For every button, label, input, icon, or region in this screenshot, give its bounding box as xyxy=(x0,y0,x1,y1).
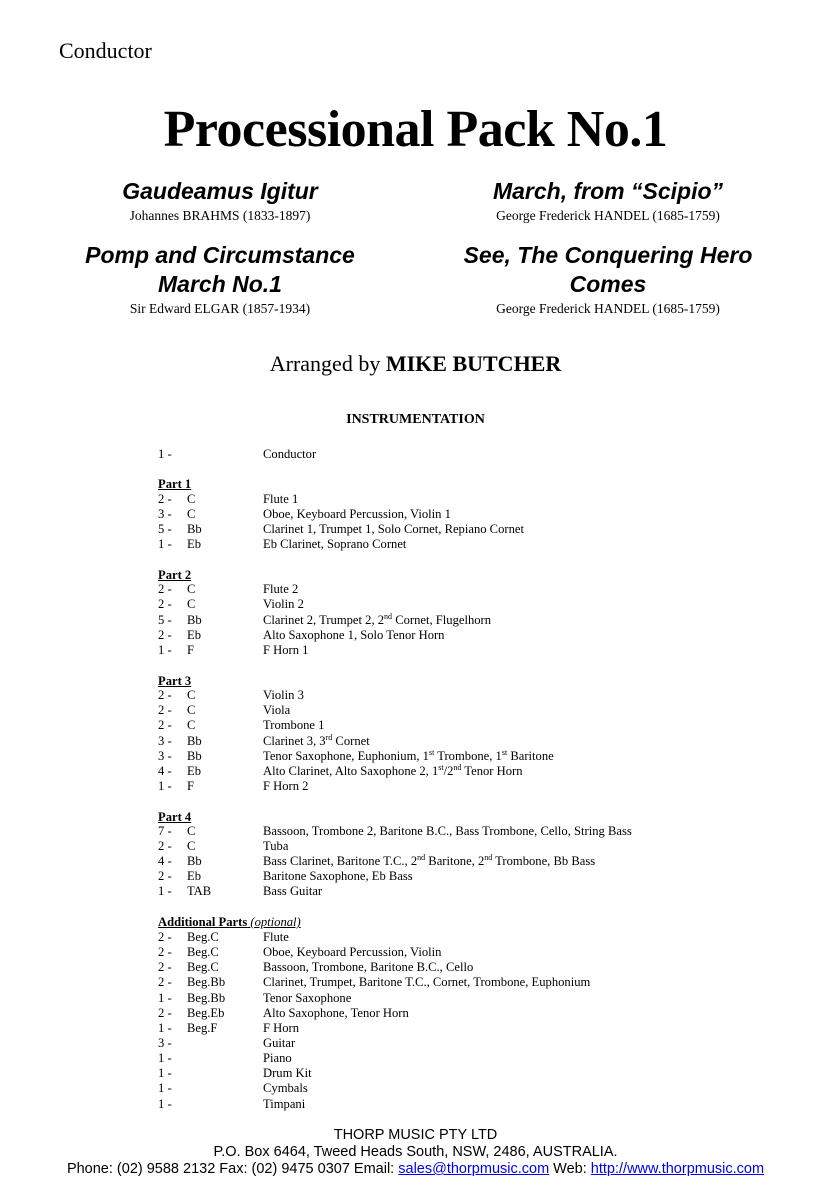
quantity: 1 - xyxy=(158,1021,172,1035)
key: TAB xyxy=(187,884,212,898)
quantity: 1 - xyxy=(158,1081,172,1095)
instrument: Tenor Saxophone xyxy=(263,991,352,1005)
instrument-text: Baritone xyxy=(507,749,554,763)
list-item xyxy=(0,1065,831,1081)
instrument xyxy=(263,612,491,628)
arranger-prefix: Arranged by xyxy=(269,351,381,376)
instrument-text: Cornet, Flugelhorn xyxy=(392,613,492,627)
quantity: 1 - xyxy=(158,884,172,898)
instrument-text: Cornet xyxy=(332,734,370,748)
list-item xyxy=(0,506,831,522)
piece-title-line-1: Pomp and Circumstance xyxy=(85,242,355,268)
quantity: 2 - xyxy=(158,492,172,506)
list-item xyxy=(0,521,831,537)
instrument-text: /2 xyxy=(443,764,454,778)
list-item xyxy=(0,581,831,597)
key: F xyxy=(187,643,195,657)
instrument: Clarinet 1, Trumpet 1, Solo Cornet, Repiano Cornet xyxy=(263,522,524,536)
quantity: 2 - xyxy=(158,869,172,883)
instrument-text: Alto Clarinet, Alto Saxophone 2, 1 xyxy=(263,764,439,778)
list-item xyxy=(0,929,831,945)
list-item xyxy=(0,1020,831,1036)
piece-3 xyxy=(30,241,410,317)
quantity: 5 - xyxy=(158,522,172,536)
key: C xyxy=(187,507,196,521)
list-item xyxy=(0,748,831,764)
quantity: 4 - xyxy=(158,854,172,868)
instrument: Flute xyxy=(263,930,289,944)
list-item xyxy=(0,883,831,899)
key: C xyxy=(187,582,196,596)
list-item xyxy=(0,612,831,628)
list-item xyxy=(0,642,831,658)
key: Beg.C xyxy=(187,930,219,944)
section-heading-additional xyxy=(158,914,301,930)
list-item xyxy=(0,823,831,839)
list-item xyxy=(0,491,831,507)
ordinal-suffix: st xyxy=(428,747,435,757)
list-item xyxy=(0,627,831,643)
quantity: 1 - xyxy=(158,1066,172,1080)
key: C xyxy=(187,703,196,717)
quantity: 2 - xyxy=(158,582,172,596)
footer-web-label: Web: xyxy=(549,1161,591,1177)
quantity: 2 - xyxy=(158,930,172,944)
quantity: 2 - xyxy=(158,688,172,702)
piece-title-line-2: March No.1 xyxy=(158,271,282,297)
instrument: Flute 1 xyxy=(263,492,299,506)
list-item xyxy=(0,702,831,718)
list-item xyxy=(0,596,831,612)
key: Eb xyxy=(187,628,201,642)
piece-4 xyxy=(418,241,798,317)
piece-1 xyxy=(30,177,410,224)
instrument-text: Bass Clarinet, Baritone T.C., 2 xyxy=(263,854,418,868)
instrument-text: Baritone, 2 xyxy=(425,854,485,868)
list-item xyxy=(0,1035,831,1051)
footer-address: P.O. Box 6464, Tweed Heads South, NSW, 2486, AUSTRALIA. xyxy=(213,1144,618,1160)
email-link[interactable]: sales@thorpmusic.com xyxy=(398,1161,550,1177)
instrument: Bassoon, Trombone 2, Baritone B.C., Bass Trombone, Cello, String Bass xyxy=(263,824,632,838)
instrument-text: Tenor Saxophone, Euphonium, 1 xyxy=(263,749,429,763)
key: Beg.F xyxy=(187,1021,218,1035)
instrument: Bassoon, Trombone, Baritone B.C., Cello xyxy=(263,960,474,974)
instrument: Drum Kit xyxy=(263,1066,312,1080)
key: Eb xyxy=(187,537,201,551)
section-heading-part-4: Part 4 xyxy=(158,810,192,824)
instrument xyxy=(263,748,554,764)
footer-company: THORP MUSIC PTY LTD xyxy=(333,1127,498,1143)
arranger-line xyxy=(0,351,831,377)
list-item xyxy=(0,1096,831,1112)
key: Beg.Bb xyxy=(187,975,226,989)
footer-contact-text: Phone: (02) 9588 2132 Fax: (02) 9475 0307 Email: xyxy=(66,1161,399,1177)
instrument: F Horn 2 xyxy=(263,779,309,793)
list-item xyxy=(0,1050,831,1066)
optional-note: (optional) xyxy=(250,915,301,929)
quantity: 1 - xyxy=(158,779,172,793)
key: F xyxy=(187,779,195,793)
quantity: 2 - xyxy=(158,960,172,974)
footer-contact xyxy=(0,1161,831,1178)
instrument: Violin 3 xyxy=(263,688,304,702)
quantity: 2 - xyxy=(158,1006,172,1020)
piece-composer: Johannes BRAHMS (1833-1897) xyxy=(129,208,311,223)
instrument: Oboe, Keyboard Percussion, Violin xyxy=(263,945,442,959)
instrument: Guitar xyxy=(263,1036,296,1050)
quantity: 1 - xyxy=(158,447,172,461)
key: C xyxy=(187,839,196,853)
list-item xyxy=(0,853,831,869)
key: Bb xyxy=(187,749,202,763)
key: Beg.Bb xyxy=(187,991,226,1005)
quantity: 2 - xyxy=(158,628,172,642)
key: C xyxy=(187,718,196,732)
list-item xyxy=(0,959,831,975)
list-item xyxy=(0,763,831,779)
instrument xyxy=(263,763,523,779)
section-heading-text: Additional Parts xyxy=(158,915,248,929)
arranger-name: MIKE BUTCHER xyxy=(385,351,562,376)
key: Eb xyxy=(187,764,201,778)
instrument: Baritone Saxophone, Eb Bass xyxy=(263,869,413,883)
quantity: 7 - xyxy=(158,824,172,838)
piece-composer: George Frederick HANDEL (1685-1759) xyxy=(496,208,720,223)
instrument: Conductor xyxy=(263,447,317,461)
list-item xyxy=(0,687,831,703)
key: C xyxy=(187,597,196,611)
instrument-text: Clarinet 3, 3 xyxy=(263,734,326,748)
key: Bb xyxy=(187,734,202,748)
quantity: 4 - xyxy=(158,764,172,778)
website-link[interactable]: http://www.thorpmusic.com xyxy=(590,1161,765,1177)
key: Eb xyxy=(187,869,201,883)
instrument: Eb Clarinet, Soprano Cornet xyxy=(263,537,407,551)
key: Beg.Eb xyxy=(187,1006,225,1020)
quantity: 1 - xyxy=(158,991,172,1005)
section-heading-part-3: Part 3 xyxy=(158,674,192,688)
instrument-text: Tenor Horn xyxy=(461,764,523,778)
list-item xyxy=(0,446,831,462)
ordinal-suffix: nd xyxy=(453,762,462,772)
quantity: 2 - xyxy=(158,945,172,959)
piece-composer: George Frederick HANDEL (1685-1759) xyxy=(496,301,720,316)
instrument-text: Trombone, 1 xyxy=(434,749,502,763)
instrument xyxy=(263,733,370,749)
key: Bb xyxy=(187,613,202,627)
ordinal-suffix: rd xyxy=(325,732,333,742)
list-item xyxy=(0,990,831,1006)
list-item xyxy=(0,838,831,854)
piece-title: Gaudeamus Igitur xyxy=(122,178,318,204)
page-title: Processional Pack No.1 xyxy=(163,101,668,158)
ordinal-suffix: nd xyxy=(417,852,426,862)
key: Beg.C xyxy=(187,960,219,974)
instrument: Clarinet, Trumpet, Baritone T.C., Cornet, Trombone, Euphonium xyxy=(263,975,591,989)
instrument: F Horn xyxy=(263,1021,300,1035)
piece-2 xyxy=(418,177,798,224)
instrument: Oboe, Keyboard Percussion, Violin 1 xyxy=(263,507,451,521)
quantity: 2 - xyxy=(158,597,172,611)
quantity: 3 - xyxy=(158,749,172,763)
list-item xyxy=(0,536,831,552)
part-label: Conductor xyxy=(59,38,152,63)
quantity: 3 - xyxy=(158,507,172,521)
instrument: Flute 2 xyxy=(263,582,299,596)
quantity: 1 - xyxy=(158,537,172,551)
list-item xyxy=(0,733,831,749)
list-item xyxy=(0,778,831,794)
key: C xyxy=(187,688,196,702)
instrument: Viola xyxy=(263,703,291,717)
ordinal-suffix: nd xyxy=(384,611,393,621)
list-item xyxy=(0,868,831,884)
instrument: Alto Saxophone, Tenor Horn xyxy=(263,1006,409,1020)
list-item xyxy=(0,1005,831,1021)
quantity: 2 - xyxy=(158,703,172,717)
instrument xyxy=(263,853,595,869)
piece-title-line-2: Comes xyxy=(569,271,647,297)
instrument: Timpani xyxy=(263,1097,306,1111)
section-heading-part-2: Part 2 xyxy=(158,568,192,582)
list-item xyxy=(0,974,831,990)
quantity: 2 - xyxy=(158,839,172,853)
instrument: Tuba xyxy=(263,839,289,853)
quantity: 1 - xyxy=(158,643,172,657)
quantity: 2 - xyxy=(158,718,172,732)
instrument-text: Clarinet 2, Trumpet 2, 2 xyxy=(263,613,385,627)
section-heading-part-1: Part 1 xyxy=(158,477,192,491)
key: C xyxy=(187,824,196,838)
piece-composer: Sir Edward ELGAR (1857-1934) xyxy=(129,301,311,316)
key: Bb xyxy=(187,854,202,868)
instrument: F Horn 1 xyxy=(263,643,309,657)
piece-title-line-1: See, The Conquering Hero xyxy=(463,242,753,268)
list-item xyxy=(0,717,831,733)
key: Beg.C xyxy=(187,945,219,959)
key: C xyxy=(187,492,196,506)
quantity: 3 - xyxy=(158,1036,172,1050)
key: Bb xyxy=(187,522,202,536)
instrument: Alto Saxophone 1, Solo Tenor Horn xyxy=(263,628,445,642)
ordinal-suffix: st xyxy=(438,762,444,772)
quantity: 5 - xyxy=(158,613,172,627)
quantity: 1 - xyxy=(158,1097,172,1111)
instrument: Piano xyxy=(263,1051,292,1065)
instrument-text: Trombone, Bb Bass xyxy=(492,854,596,868)
ordinal-suffix: nd xyxy=(484,852,493,862)
quantity: 1 - xyxy=(158,1051,172,1065)
piece-title: March, from “Scipio” xyxy=(492,178,724,204)
ordinal-suffix: st xyxy=(501,747,508,757)
instrument: Cymbals xyxy=(263,1081,308,1095)
list-item xyxy=(0,1080,831,1096)
quantity: 2 - xyxy=(158,975,172,989)
instrument: Bass Guitar xyxy=(263,884,323,898)
instrument: Violin 2 xyxy=(263,597,304,611)
instrumentation-heading: INSTRUMENTATION xyxy=(346,412,485,427)
instrument: Trombone 1 xyxy=(263,718,325,732)
quantity: 3 - xyxy=(158,734,172,748)
list-item xyxy=(0,944,831,960)
